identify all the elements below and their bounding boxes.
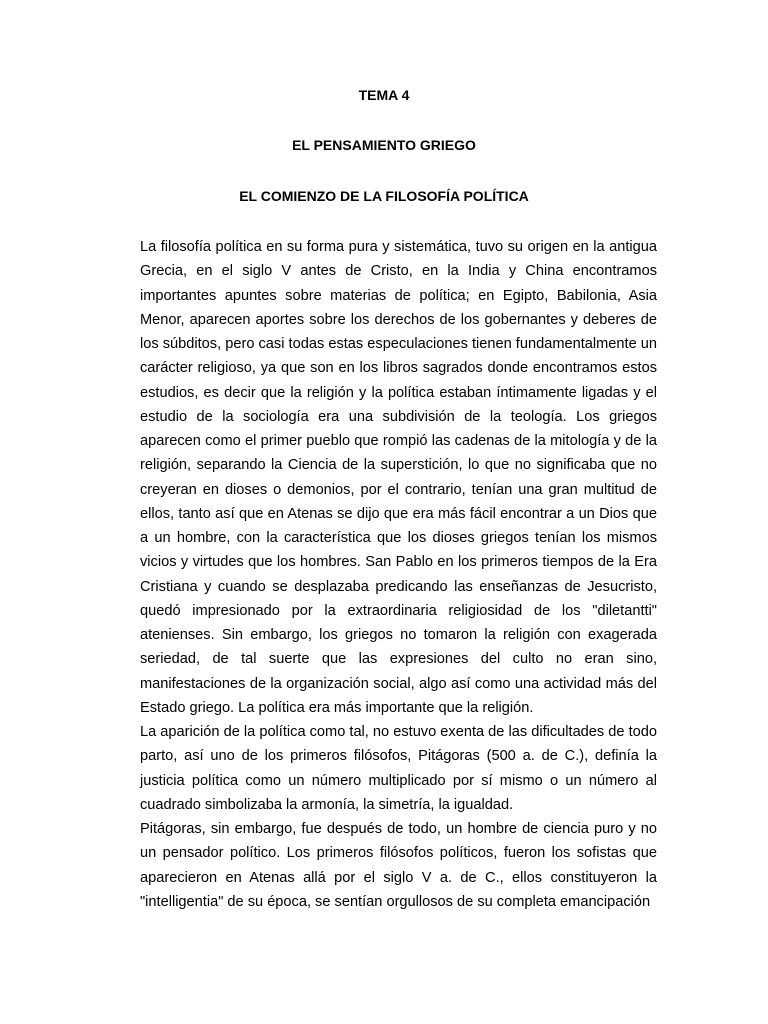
body-text xyxy=(140,235,657,914)
chapter-number: TEMA 4 xyxy=(358,87,410,103)
chapter-title: EL PENSAMIENTO GRIEGO xyxy=(292,137,476,153)
paragraph: La filosofía política en su forma pura y sistemática, tuvo su origen en la antigua Grecia, en el siglo V antes de Cristo, en la India y China encontramos importantes apuntes sobre materias de política; en Egipto, Babilonia, Asia Menor, aparecen aportes sobre los derechos de los gobernantes y deberes de los súbditos, pero casi todas estas especulaciones tienen fundamentalmente un carácter religioso, ya que son en los libros sagrados donde encontramos estos estudios, es decir que la religión y la política estaban íntimamente ligadas y el estudio de la sociología era una subdivisión de la teología. Los griegos aparecen como el primer pueblo que rompió las cadenas de la mitología y de la religión, separando la Ciencia de la superstición, lo que no significaba que no creyeran en dioses o demonios, por el contrario, tenían una gran multitud de ellos, tanto así que en Atenas se dijo que era más fácil encontrar a un Dios que a un hombre, con la característica que los dioses griegos tenían los mismos vicios y virtudes que los hombres. San Pablo en los primeros tiempos de la Era Cristiana y cuando se desplazaba predicando las enseñanzas de Jesucristo, quedó impresionado por la extraordinaria religiosidad de los "diletantti" atenienses. Sin embargo, los griegos no tomaron la religión con exagerada seriedad, de tal suerte que las expresiones del culto no eran sino, manifestaciones de la organización social, algo así como una actividad más del Estado griego. La política era más importante que la religión. xyxy=(140,239,657,716)
paragraph: La aparición de la política como tal, no estuvo exenta de las dificultades de todo parto, así uno de los primeros filósofos, Pitágoras (500 a. de C.), definía la justicia política como un número multiplicado por sí mismo o un número al cuadrado simbolizaba la armonía, la simetría, la igualdad. xyxy=(140,724,657,813)
section-title: EL COMIENZO DE LA FILOSOFÍA POLÍTICA xyxy=(239,188,529,204)
paragraph: Pitágoras, sin embargo, fue después de todo, un hombre de ciencia puro y no un pensador político. Los primeros filósofos políticos, fueron los sofistas que aparecieron en Atenas allá por el siglo V a. de C., ellos constituyeron la "intelligentia" de su época, se sentían orgullosos de su completa emancipación xyxy=(140,821,657,910)
